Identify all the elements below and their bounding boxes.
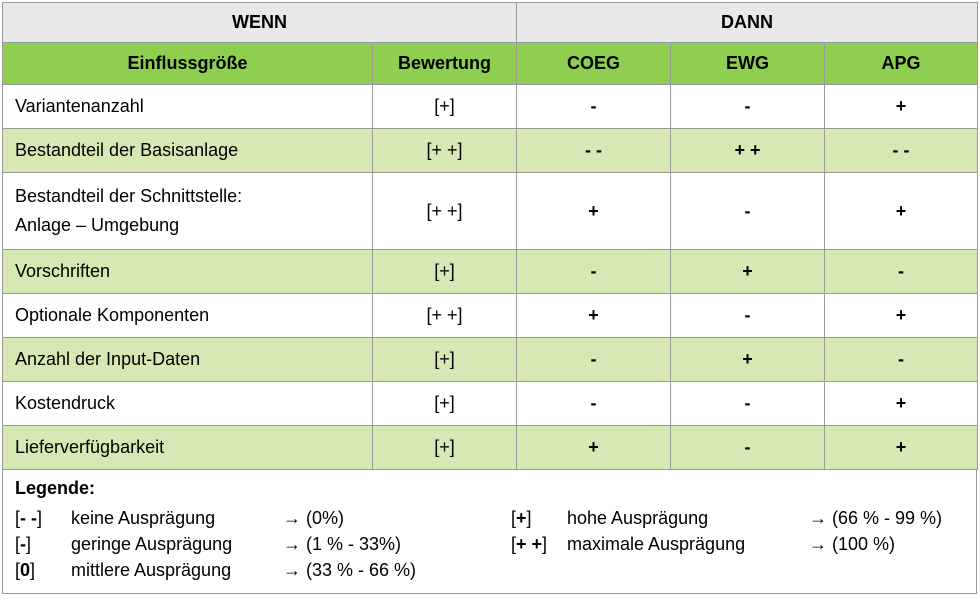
decision-table bbox=[2, 2, 978, 470]
coeg-cell: - bbox=[517, 382, 671, 426]
apg-cell: + bbox=[825, 294, 978, 338]
ewg-cell: - bbox=[671, 382, 825, 426]
legend-item bbox=[511, 506, 966, 530]
ewg-cell: + bbox=[671, 338, 825, 382]
legend-label: keine Ausprägung bbox=[71, 508, 216, 528]
column-header-ewg: EWG bbox=[671, 43, 825, 85]
legend-range: → (0%) bbox=[283, 508, 345, 528]
legend-range: → (1 % - 33%) bbox=[283, 534, 402, 554]
apg-cell: - bbox=[825, 250, 978, 294]
table-row bbox=[3, 129, 978, 173]
rating-cell: [+] bbox=[373, 85, 517, 129]
column-header-coeg: COEG bbox=[517, 43, 671, 85]
factor-cell-line2: Anlage – Umgebung bbox=[15, 215, 180, 235]
legend-symbol: [+ +] bbox=[511, 534, 548, 554]
ewg-cell: - bbox=[671, 173, 825, 250]
rating-cell: [+ +] bbox=[373, 173, 517, 250]
rating-cell: [+] bbox=[373, 426, 517, 470]
table-row bbox=[3, 85, 978, 129]
factor-cell: Vorschriften bbox=[3, 250, 373, 294]
legend-range: → (33 % - 66 %) bbox=[283, 560, 417, 580]
rating-cell: [+] bbox=[373, 250, 517, 294]
factor-cell bbox=[3, 173, 373, 250]
legend-label: maximale Ausprägung bbox=[567, 534, 746, 554]
ewg-cell: + bbox=[671, 250, 825, 294]
coeg-cell: - bbox=[517, 250, 671, 294]
ewg-cell: + + bbox=[671, 129, 825, 173]
factor-cell: Optionale Komponenten bbox=[3, 294, 373, 338]
apg-cell: + bbox=[825, 426, 978, 470]
column-header-rating: Bewertung bbox=[373, 43, 517, 85]
coeg-cell: + bbox=[517, 294, 671, 338]
apg-cell: - bbox=[825, 338, 978, 382]
legend-range: → (100 %) bbox=[809, 534, 896, 554]
column-header-row bbox=[3, 43, 978, 85]
coeg-cell: - bbox=[517, 338, 671, 382]
table-row bbox=[3, 382, 978, 426]
legend bbox=[2, 470, 977, 594]
apg-cell: + bbox=[825, 85, 978, 129]
legend-label: geringe Ausprägung bbox=[71, 534, 233, 554]
factor-cell: Variantenanzahl bbox=[3, 85, 373, 129]
factor-cell: Lieferverfügbarkeit bbox=[3, 426, 373, 470]
table-row bbox=[3, 294, 978, 338]
decision-table-container bbox=[2, 2, 977, 594]
apg-cell: + bbox=[825, 173, 978, 250]
factor-cell: Kostendruck bbox=[3, 382, 373, 426]
legend-symbol: [0] bbox=[15, 560, 36, 580]
legend-item bbox=[15, 506, 495, 530]
legend-title: Legende: bbox=[15, 478, 96, 498]
ewg-cell: - bbox=[671, 426, 825, 470]
ewg-cell: - bbox=[671, 294, 825, 338]
rating-cell: [+ +] bbox=[373, 294, 517, 338]
coeg-cell: + bbox=[517, 426, 671, 470]
column-header-apg: APG bbox=[825, 43, 978, 85]
rating-cell: [+] bbox=[373, 382, 517, 426]
legend-item bbox=[15, 558, 495, 582]
header-wenn: WENN bbox=[3, 3, 517, 43]
rating-cell: [+] bbox=[373, 338, 517, 382]
legend-label: mittlere Ausprägung bbox=[71, 560, 232, 580]
legend-range: → (66 % - 99 %) bbox=[809, 508, 943, 528]
legend-label: hohe Ausprägung bbox=[567, 508, 709, 528]
coeg-cell: - bbox=[517, 85, 671, 129]
table-row bbox=[3, 250, 978, 294]
ewg-cell: - bbox=[671, 85, 825, 129]
header-row-wenn-dann bbox=[3, 3, 978, 43]
legend-symbol: [+] bbox=[511, 508, 532, 528]
legend-symbol: [-] bbox=[15, 534, 32, 554]
legend-item bbox=[511, 532, 966, 556]
factor-cell: Anzahl der Input-Daten bbox=[3, 338, 373, 382]
table-row bbox=[3, 338, 978, 382]
coeg-cell: + bbox=[517, 173, 671, 250]
header-dann: DANN bbox=[517, 3, 978, 43]
legend-symbol: [- -] bbox=[15, 508, 43, 528]
factor-cell-line1: Bestandteil der Schnittstelle: bbox=[15, 186, 243, 206]
factor-cell: Bestandteil der Basisanlage bbox=[3, 129, 373, 173]
table-row bbox=[3, 426, 978, 470]
coeg-cell: - - bbox=[517, 129, 671, 173]
apg-cell: + bbox=[825, 382, 978, 426]
legend-item bbox=[15, 532, 495, 556]
apg-cell: - - bbox=[825, 129, 978, 173]
rating-cell: [+ +] bbox=[373, 129, 517, 173]
column-header-factor: Einflussgröße bbox=[3, 43, 373, 85]
table-row bbox=[3, 173, 978, 250]
